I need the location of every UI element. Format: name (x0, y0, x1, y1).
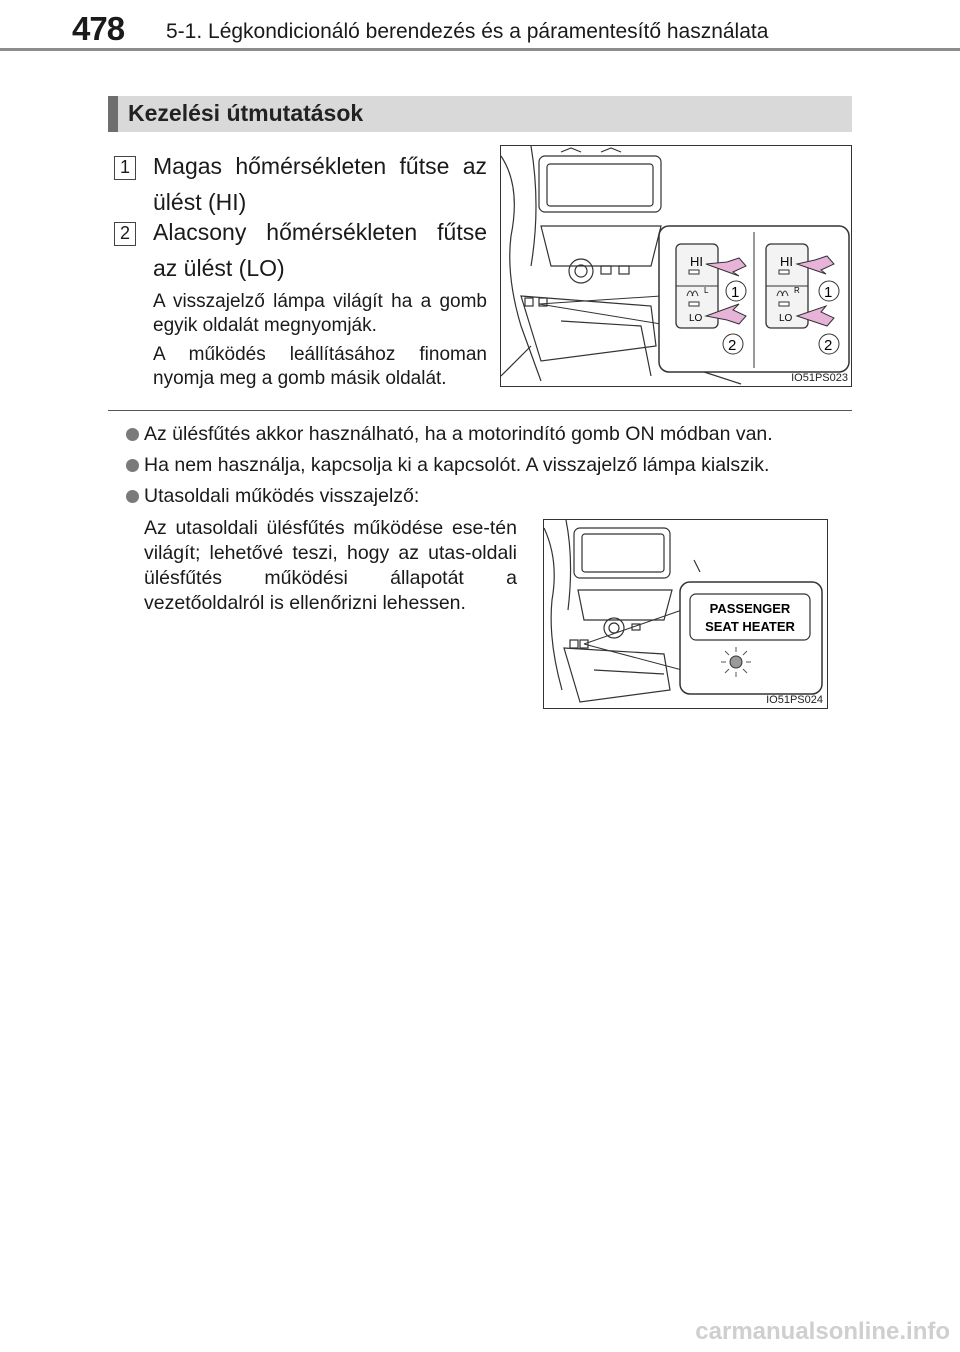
figure-passenger-seat-heater (543, 519, 828, 709)
switch-left-lo-label: LO (689, 313, 703, 324)
switch-right-hi-label: HI (780, 254, 793, 269)
bullet-dot (126, 428, 139, 441)
item-text-lo: Alacsony hőmérsékleten fűtse az ülést (LO) (153, 219, 487, 281)
watermark: carmanualsonline.info (695, 1318, 950, 1345)
bullet-item (126, 482, 419, 510)
switch-left-hi-label: HI (690, 254, 703, 269)
section-title: Kezelési útmutatások (128, 100, 364, 126)
note-indicator: A visszajelző lámpa világít ha a gomb egyik oldalát megnyomják. (153, 291, 487, 336)
figure-code: IO51PS024 (766, 694, 823, 706)
callout-1-left: 1 (731, 284, 740, 301)
item-text-hi: Magas hőmérsékleten fűtse az ülést (HI) (153, 153, 487, 215)
header-divider (0, 48, 960, 51)
bullet-text: Utasoldali működés visszajelző: (144, 485, 420, 507)
section-divider (108, 410, 852, 411)
figure-code: IO51PS023 (791, 372, 848, 384)
switch-right-lo-label: LO (779, 313, 793, 324)
page-number: 478 (72, 10, 125, 47)
bullet-dot (126, 490, 139, 503)
switch-left-side-label: L (704, 286, 709, 295)
bullet-text: Az ülésfűtés akkor használható, ha a motorindító gomb ON módban van. (144, 423, 773, 445)
note-stop: A működés leállításához finoman nyomja meg a gomb másik oldalát. (153, 344, 487, 389)
callout-1-right: 1 (824, 284, 833, 301)
callout-2-left: 2 (728, 337, 737, 354)
figure-seat-heater-switches (500, 145, 852, 387)
indicator-lamp-icon (721, 647, 751, 677)
passenger-label-line1: PASSENGER (709, 601, 791, 616)
passenger-label-line2: SEAT HEATER (705, 619, 795, 634)
passenger-indicator-description: Az utasoldali ülésfűtés működése ese-tén világít; lehetővé teszi, hogy az utas-oldali ülésfűtés működési állapotát a vezetőoldalról is ellenőrizni lehessen. (144, 517, 517, 614)
passenger-indicator-illustration (544, 520, 827, 708)
item-number-badge: 2 (114, 222, 136, 246)
chapter-title: 5-1. Légkondicionáló berendezés és a páramentesítő használata (166, 20, 769, 43)
callout-2-right: 2 (824, 337, 833, 354)
item-number-badge: 1 (114, 156, 136, 180)
bullet-text: Ha nem használja, kapcsolja ki a kapcsolót. A visszajelző lámpa kialszik. (144, 454, 770, 476)
bullet-item (126, 451, 769, 479)
dashboard-illustration (501, 146, 851, 386)
switch-right-side-label: R (794, 286, 800, 295)
bullet-item (126, 420, 773, 448)
bullet-dot (126, 459, 139, 472)
